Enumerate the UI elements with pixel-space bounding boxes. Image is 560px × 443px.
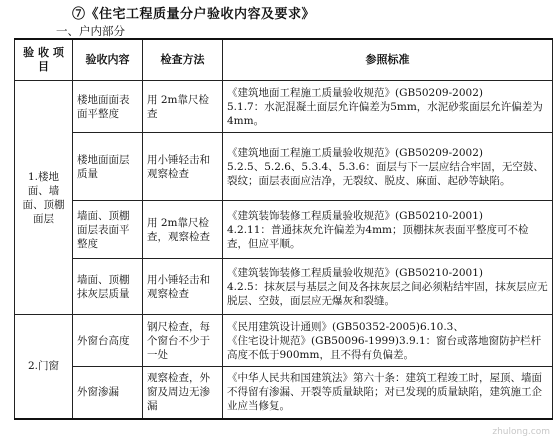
table-row bbox=[15, 201, 553, 259]
method-cell: 用小锤轻击和观察检查 bbox=[143, 259, 223, 315]
table-row bbox=[15, 259, 553, 315]
watermark: zhulong.com bbox=[492, 427, 550, 437]
table-row bbox=[15, 133, 553, 201]
method-cell: 用 2m靠尺检查 bbox=[143, 81, 223, 133]
header-content: 验收内容 bbox=[73, 39, 143, 81]
table-header-row bbox=[15, 39, 553, 81]
method-cell: 观察检查，外窗及周边无渗漏 bbox=[143, 367, 223, 419]
project-cell: 1.楼地面、墙面、顶棚面层 bbox=[15, 81, 73, 315]
reference-line: 《建筑地面工程施工质量验收规范》(GB50209-2002) bbox=[227, 146, 483, 159]
header-method: 检查方法 bbox=[143, 39, 223, 81]
reference-cell bbox=[223, 315, 553, 367]
reference-line: 《建筑装饰装修工程质量验收规范》(GB50210-2001) bbox=[227, 209, 483, 222]
reference-line: 4.2.5：抹灰层与基层之间及各抹灰层之间必须粘结牢固，抹灰层应无脱层、空鼓，面层应无爆灰和裂缝。 bbox=[227, 280, 548, 307]
reference-line: 《建筑地面工程施工质量验收规范》(GB50209-2002) bbox=[227, 86, 483, 99]
header-reference: 参照标准 bbox=[223, 39, 553, 81]
section-heading: 一、户内部分 bbox=[56, 24, 125, 38]
content-cell: 楼地面面表面平整度 bbox=[73, 81, 143, 133]
reference-line: 《民用建筑设计通则》(GB50352-2005)6.10.3、 bbox=[227, 320, 464, 333]
reference-line: 《建筑装饰装修工程质量验收规范》(GB50210-2001) bbox=[227, 266, 483, 279]
content-cell: 墙面、顶棚面层表面平整度 bbox=[73, 201, 143, 259]
acceptance-table bbox=[14, 38, 553, 420]
reference-line: 4.2.11：普通抹灰允许偏差为4mm；顶棚抹灰表面平整度可不检查，但应平顺。 bbox=[227, 223, 529, 250]
header-project: 验 收 项 目 bbox=[15, 39, 73, 81]
reference-line: 5.1.7：水泥混凝土面层允许偏差为5mm，水泥砂浆面层允许偏差为4mm。 bbox=[227, 100, 543, 127]
reference-cell bbox=[223, 259, 553, 315]
method-cell: 用 2m靠尺检查，观察检查 bbox=[143, 201, 223, 259]
document-title: ⑦《住宅工程质量分户验收内容及要求》 bbox=[72, 7, 316, 22]
reference-cell bbox=[223, 367, 553, 419]
reference-line: 《中华人民共和国建筑法》第六十条：建筑工程竣工时，屋顶、墙面不得留有渗漏、开裂等质量缺陷；对已发现的质量缺陷，建筑施工企业应当修复。 bbox=[227, 372, 542, 413]
table-row bbox=[15, 367, 553, 419]
reference-line: 5.2.5、5.2.6、5.3.4、5.3.6：面层与下一层应结合牢固，无空鼓、裂纹；面层表面应洁净，无裂纹、脱皮、麻面、起砂等缺陷。 bbox=[227, 160, 544, 187]
content-cell: 外窗渗漏 bbox=[73, 367, 143, 419]
method-cell: 用小锤轻击和观察检查 bbox=[143, 133, 223, 201]
content-cell: 楼地面面层质量 bbox=[73, 133, 143, 201]
content-cell: 墙面、顶棚抹灰层质量 bbox=[73, 259, 143, 315]
table-row bbox=[15, 315, 553, 367]
reference-cell bbox=[223, 81, 553, 133]
reference-line: 《住宅设计规范》(GB50096-1999)3.9.1：窗台或落地窗防护栏杆高度不低于900mm，且不得有负偏差。 bbox=[227, 334, 542, 361]
reference-cell bbox=[223, 133, 553, 201]
table-row bbox=[15, 81, 553, 133]
reference-cell bbox=[223, 201, 553, 259]
method-cell: 钢尺检查，每个窗台不少于一处 bbox=[143, 315, 223, 367]
project-cell: 2.门窗 bbox=[15, 315, 73, 419]
content-cell: 外窗台高度 bbox=[73, 315, 143, 367]
